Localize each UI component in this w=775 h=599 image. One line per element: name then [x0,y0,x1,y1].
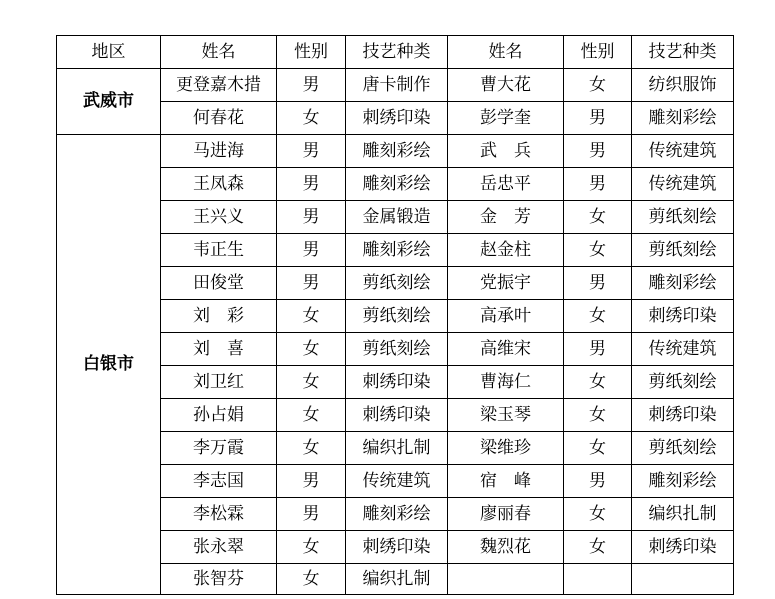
name-cell: 赵金柱 [448,234,564,267]
gender-cell: 男 [277,498,346,531]
name-cell: 魏烈花 [448,531,564,564]
craftsman-roster-table [56,35,734,595]
craft-cell: 传统建筑 [346,465,448,498]
gender-cell: 男 [564,267,632,300]
craft-cell: 刺绣印染 [346,399,448,432]
craft-cell: 雕刻彩绘 [632,267,734,300]
gender-cell: 女 [564,366,632,399]
craft-cell: 剪纸刻绘 [346,300,448,333]
name-cell: 梁玉琴 [448,399,564,432]
header-region: 地区 [57,36,161,69]
gender-cell: 男 [564,465,632,498]
name-cell: 孙占娟 [161,399,277,432]
gender-cell: 女 [277,102,346,135]
craft-cell [632,564,734,595]
gender-cell: 男 [564,333,632,366]
header-gender-left: 性别 [277,36,346,69]
name-cell: 党振宇 [448,267,564,300]
craft-cell: 雕刻彩绘 [346,234,448,267]
name-cell: 何春花 [161,102,277,135]
gender-cell: 女 [564,69,632,102]
craft-cell: 金属锻造 [346,201,448,234]
gender-cell: 男 [277,69,346,102]
craft-cell: 唐卡制作 [346,69,448,102]
table-row [57,69,734,102]
gender-cell: 女 [564,300,632,333]
name-cell: 岳忠平 [448,168,564,201]
gender-cell: 男 [564,102,632,135]
gender-cell: 女 [277,300,346,333]
gender-cell: 男 [564,135,632,168]
gender-cell: 女 [564,531,632,564]
name-cell: 武 兵 [448,135,564,168]
name-cell: 高承叶 [448,300,564,333]
craft-cell: 雕刻彩绘 [632,465,734,498]
table-row [57,135,734,168]
gender-cell: 女 [564,432,632,465]
craft-cell: 编织扎制 [346,432,448,465]
name-cell: 彭学奎 [448,102,564,135]
name-cell: 金 芳 [448,201,564,234]
name-cell: 田俊堂 [161,267,277,300]
craft-cell: 剪纸刻绘 [632,201,734,234]
region-cell: 白银市 [57,135,161,595]
name-cell: 刘 喜 [161,333,277,366]
name-cell: 张智芬 [161,564,277,595]
gender-cell: 女 [277,564,346,595]
gender-cell: 男 [277,234,346,267]
table-body [57,69,734,595]
gender-cell: 女 [277,399,346,432]
gender-cell: 女 [564,498,632,531]
name-cell: 更登嘉木措 [161,69,277,102]
region-cell: 武威市 [57,69,161,135]
craft-cell: 剪纸刻绘 [346,333,448,366]
name-cell: 曹海仁 [448,366,564,399]
craft-cell: 刺绣印染 [632,399,734,432]
name-cell: 高维宋 [448,333,564,366]
gender-cell: 女 [277,531,346,564]
craft-cell: 剪纸刻绘 [632,234,734,267]
craft-cell: 编织扎制 [346,564,448,595]
name-cell: 刘 彩 [161,300,277,333]
craft-cell: 剪纸刻绘 [632,366,734,399]
gender-cell: 女 [277,366,346,399]
name-cell: 刘卫红 [161,366,277,399]
gender-cell: 男 [277,465,346,498]
craft-cell: 纺织服饰 [632,69,734,102]
header-gender-right: 性别 [564,36,632,69]
name-cell: 马进海 [161,135,277,168]
craft-cell: 雕刻彩绘 [632,102,734,135]
gender-cell: 女 [564,234,632,267]
name-cell: 梁维珍 [448,432,564,465]
craft-cell: 雕刻彩绘 [346,498,448,531]
name-cell: 李万霞 [161,432,277,465]
name-cell [448,564,564,595]
header-craft-left: 技艺种类 [346,36,448,69]
gender-cell: 男 [564,168,632,201]
name-cell: 张永翠 [161,531,277,564]
header-name-left: 姓名 [161,36,277,69]
craft-cell: 刺绣印染 [346,531,448,564]
craft-cell: 雕刻彩绘 [346,135,448,168]
craft-cell: 雕刻彩绘 [346,168,448,201]
gender-cell [564,564,632,595]
craft-cell: 传统建筑 [632,333,734,366]
name-cell: 韦正生 [161,234,277,267]
craft-cell: 刺绣印染 [346,366,448,399]
gender-cell: 男 [277,267,346,300]
gender-cell: 男 [277,201,346,234]
gender-cell: 男 [277,168,346,201]
name-cell: 曹大花 [448,69,564,102]
craft-cell: 剪纸刻绘 [346,267,448,300]
gender-cell: 女 [564,399,632,432]
gender-cell: 男 [277,135,346,168]
name-cell: 宿 峰 [448,465,564,498]
name-cell: 李松霖 [161,498,277,531]
craft-cell: 刺绣印染 [346,102,448,135]
name-cell: 李志国 [161,465,277,498]
name-cell: 王凤森 [161,168,277,201]
craft-cell: 传统建筑 [632,135,734,168]
craft-cell: 编织扎制 [632,498,734,531]
craft-cell: 传统建筑 [632,168,734,201]
gender-cell: 女 [277,333,346,366]
gender-cell: 女 [564,201,632,234]
craft-cell: 刺绣印染 [632,300,734,333]
table-header-row [57,36,734,69]
roster-table-wrapper [56,35,734,595]
name-cell: 廖丽春 [448,498,564,531]
craft-cell: 剪纸刻绘 [632,432,734,465]
header-name-right: 姓名 [448,36,564,69]
name-cell: 王兴义 [161,201,277,234]
gender-cell: 女 [277,432,346,465]
craft-cell: 刺绣印染 [632,531,734,564]
header-craft-right: 技艺种类 [632,36,734,69]
